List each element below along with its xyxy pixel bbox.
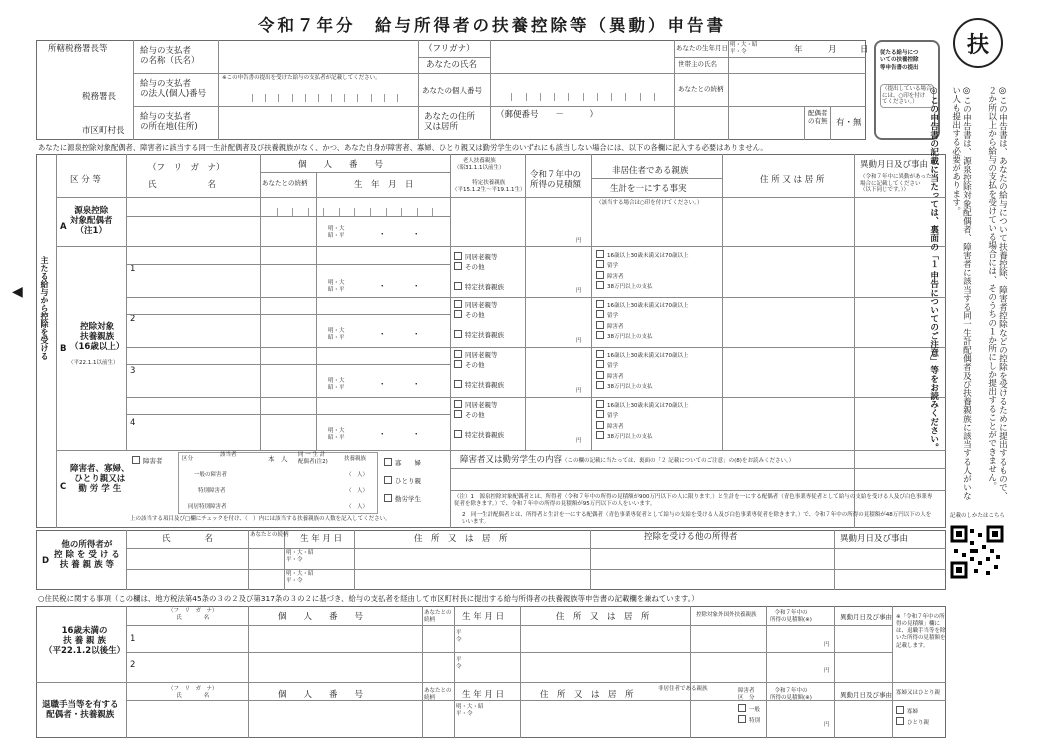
rowC-label: 障害者、寡婦、 ひとり親又は 勤 労 学 生 — [70, 464, 130, 495]
col-furigana: （フ リ ガ ナ） — [148, 163, 225, 173]
main-side-label: 主たる給与から控除を受ける — [40, 256, 49, 360]
rowA-label: 源泉控除 対象配偶者 （注1） — [70, 206, 113, 237]
col-same: 生計を一にする事実 — [610, 184, 687, 194]
rowA-letter: A — [60, 222, 67, 232]
rowA-number[interactable] — [262, 208, 448, 216]
birth-era: 明・大・昭 平・令 — [730, 42, 758, 55]
tax-office-label: 所轄税務署長等 — [48, 44, 108, 54]
col-mynumber: 個 人 番 号 — [298, 160, 384, 170]
your-number-boxes[interactable] — [498, 93, 668, 101]
householder-label: 世帯主の氏名 — [678, 60, 717, 68]
furigana-label: （フリガナ） — [424, 44, 475, 54]
retire-label: 退職手当等を有する 配偶者・扶養親族 — [42, 700, 119, 721]
main-table — [36, 154, 946, 528]
rowC-footnote: 上の該当する項目及び□欄にチェックを付け、（ ）内には該当する扶養親族の人数を記入してください。 — [130, 516, 391, 522]
col-address: 住 所 又 は 居 所 — [760, 175, 825, 185]
secondary-note: 従たる給与につ いての扶養控除 等申告書の提出 — [880, 50, 919, 71]
notice-text: あなたに源泉控除対象配偶者、障害者に該当する同一生計配偶者及び扶養親族がなく、かつ、あなた自身が障害者、寡婦、ひとり親又は勤労学生のいずれにも該当しない場合には、以下の各欄に記入する必要はありません。 — [38, 143, 768, 152]
form-title: 令和７年分 給与所得者の扶養控除等（異動）申告書 — [258, 16, 726, 35]
payer-name-label: 給与の支払者 の名称（氏名） — [140, 46, 200, 67]
your-number-label: あなたの個人番号 — [422, 86, 482, 95]
rowC-widow[interactable]: 寡 婦 — [384, 458, 421, 468]
col-change-note: （令和７年中に異動があった 場合に記載してください （以下同じです。）） — [860, 174, 932, 194]
col-name: 氏 名 — [148, 180, 217, 190]
your-name-label: あなたの氏名 — [426, 60, 478, 70]
spouse-label: 配偶者 の有無 — [808, 109, 828, 125]
secondary-sub: （提出している場合 には、○印を付け てください。） — [880, 84, 934, 108]
rowC-disabled[interactable]: 障害者 — [132, 456, 163, 466]
prev-page-arrow-icon[interactable]: ◀ — [12, 284, 23, 300]
payer-number-label: 給与の支払者 の法人(個人)番号 — [140, 79, 207, 100]
col-nonres: 非居住者である親族 — [612, 166, 689, 176]
rowA-yen: 円 — [576, 238, 582, 244]
resident-note-star: ※「令和７年中の所得の見積額」欄には、退職手当等を除いた所得の見積額を記載します。 — [896, 614, 946, 649]
note-2: 2 同一生計配偶者とは、所得者と生計を一にする配偶者（青色事業専従者として給与の支給を受ける人及び白色事業専従者を除きます。）で、令和７年中の所得の見積額が48万円以下の人をいいます。 — [462, 512, 932, 525]
month-label: 月 — [828, 45, 837, 55]
note-1: （注）1 源泉控除対象配偶者とは、所得者（令和７年中の所得の見積額が900万円以下の人に限ります。）と生計を一にする配偶者（青色事業専従者として給与の支給を受ける人及び白色事業専従者を除きます。）で、令和７年中の所得の見積額が95万円以下の人をいいます。 — [454, 494, 933, 507]
col-relation: あなたとの続柄 — [262, 179, 308, 187]
rowC-content: 障害者又は勤労学生の内容（この欄の記載に当たっては、裏面の「２ 記載についてのご注意」の(8)をお読みください。） — [460, 455, 795, 465]
year-label: 年 — [794, 45, 803, 55]
payer-number-note: ※この申告書の提出を受けた給与の支払者が記載してください。 — [222, 75, 381, 81]
payer-number-boxes[interactable] — [240, 94, 410, 102]
col-elderly: 老人扶養親族 （昭31.1.1以前生） — [454, 158, 505, 171]
side-note-3: ◎この申告書の記載に当たっては、裏面の「１ 申告についてのご注意」等をお読みください。 — [928, 86, 939, 452]
rowA-note: （該当する場合は○印を付けてください。） — [596, 200, 703, 206]
side-note-1: ◎この申告書は、あなたの給与について扶養控除、障害者控除などの控除を受けるために提出するもので、２か所以上から給与の支払を受けている場合には、そのうちの１か所にしか提出することができません。 — [986, 86, 1008, 501]
postal-label: （郵便番号 － ） — [496, 110, 599, 120]
tax-form: 令和７年分 給与所得者の扶養控除等（異動）申告書 所轄税務署長等 税務署長 市区町村長 給与の支払者 の名称（氏名） 給与の支払者 の法人(個人)番号 ※この申告書の提出を受けた給与の支払者が記載してください。 給与の支払者 の所在地(住所) （フリガナ） あなたの氏名 あなたの個人番号 あなたの住所 又は居所 （郵便番号 － ） あなたの生年月日 明・大・昭 平・令 年 月 日 世帯主の氏名 あなたとの続柄 配偶者 の有無 有・無 従たる給与につ いての扶養控除 等申告書の提出 （提出している場合 には、○印を付け てください。） あなたに源泉控除対象配偶者、障害者に該当する同一生計配偶者及び扶養親族がなく、かつ、あなた自身が障害者、寡婦、ひとり親又は勤労学生のいずれにも該当しない場合には、以下の各欄に記入する必要はありません。 主たる給与から控除を受ける 区 分 等 （フ リ ガ ナ） 氏 名 個 人 番 号 あなたとの続柄 生 年 月 日 老人扶養親族 （昭31.1.1以前生） 特定扶養親族 （平15.1.2生～平19.1.1生） 令和７年中の 所得の見積額 非居住者である親族 生計を一にする事実 住 所 又 は 居 所 異動月日及び事由 （令和７年中に異動があった 場合に記載してください （以下同じです。）） A 源泉控除 対象配偶者 （注1） （該当する場合は○印を付けてください。） 明・大 昭・平 ・ ・ 円 B 控除対象 扶養親族 （16歳以上） （平22.1.1以前生） 1 明・大 昭・平 ・ ・ 同居老親等 その他 特定扶養親族 円 16歳以上30歳未満又は70歳以上 留学 障害者 38万円以上の支払 2 明・大 昭・平 ・ ・ 同居老親等 その他 特定扶養親族 円 16歳以上30歳未満又は70歳以上 留学 障害者 38万円以上の支払 3 明・大 昭・平 ・ ・ 同居老親等 その他 特定扶養親族 円 16歳以上30歳未満又は70歳以上 留学 障害者 38万円以上の支払 4 明・大 昭・平 ・ ・ 同居老親等 その他 特定扶養親族 円 16歳以上30歳未満又は70歳以上 留学 障害者 38万円以上の支払 C 障害者、寡婦、 ひとり親又は 勤 労 学 生 障害者 区分 該当者 本 人 同 一 生 計 配偶者(注2) 扶養親族 一般の障害者 特別障害者 同居特別障害者 （ 人） （ 人） （ 人） 寡 婦 ひとり親 勤労学生 上の該当する項目及び□欄にチェックを付け、（ ）内には該当する扶養親族の人数を記入してください。 障害者又は勤労学生の内容（この欄の記載に当たっては、裏面の「２ 記載についてのご注意」の(8)をお読みください。） （注）1 源泉控除対象配偶者とは、所得者（令和７年中の所得の見積額が900万円以下の人に限ります。）と生計を一にする配偶者（青色事業専従者として給与の支給を受ける人及び白色事業専従者を除きます。）で、令和７年中の所得の見積額が95万円以下の人をいいます。 2 同一生計配偶者とは、所得者と生計を一にする配偶者（青色事業専従者として給与の支給を受ける人及び白色事業専従者を除きます。）で、令和７年中の所得の見積額が48万円以下の人をいいます。 D 他の所得者が 控 除 を 受 け る 扶 養 親 族 等 氏 名 あなたとの続柄 生 年 月 日 住 所 又 は 居 所 控除を受ける他の所得者 異動月日及び事由 明・大・昭 平・令 明・大・昭 平・令 ○住民税に関する事項（この欄は、地方税法第45条の３の２及び第317条の３の２に基づき、給与の支払者を経由して市区町村長に提出する給与所得者の扶養親族等申告書の記載欄を兼ねています。） 16歳未満の 扶 養 親 族 （平22.1.2以後生） （フ リ ガ ナ） 氏 名 個 人 番 号 あなたとの続柄 生 年 月 日 住 所 又 は 居 所 控除対象外国外扶養親族 令和７年中の 所得の見積額(※) 異動月日及び事由 ※「令和７年中の所得の見積額」欄には、退職手当等を除いた所得の見積額を記載します。 1 2 平 令 平 令 円 円 退職手当等を有する 配偶者・扶養親族 （フ リ ガ ナ） 氏 名 個 人 番 号 あなたとの続柄 生 年 月 日 住 所 又 は 居 所 非居住者である親族 令和７年中の 所得の見積額(※) 障害者 区 分 異動月日及び事由 寡婦又はひとり親 明・大・昭 平・令 円 一般 特別 寡婦 ひとり親 — [8, 0, 938, 742]
rowD-letter: D — [42, 556, 50, 566]
qr-label: 記載のしかたはこちら — [950, 513, 1006, 519]
side-note-2: ◎この申告書は、源泉控除対象配偶者、障害者に該当する同一生計配偶者及び扶養親族に該当する人がいない人も提出する必要があります。 — [950, 86, 972, 501]
birthdate-label: あなたの生年月日 — [676, 44, 728, 52]
col-kubun: 区 分 等 — [70, 175, 101, 185]
col-specific: 特定扶養親族 （平15.1.2生～平19.1.1生） — [452, 180, 526, 193]
your-address-label: あなたの住所 又は居所 — [424, 112, 476, 133]
tax-office-suffix: 税務署長 — [82, 92, 117, 102]
rowB-label: 控除対象 扶養親族 （16歳以上） — [70, 322, 125, 353]
col-income: 令和７年中の 所得の見積額 — [530, 170, 582, 191]
rowC-student[interactable]: 勤労学生 — [384, 494, 421, 504]
rowA-era: 明・大 昭・平 — [328, 226, 345, 239]
spouse-value[interactable]: 有・無 — [836, 118, 862, 128]
under16-label: 16歳未満の 扶 養 親 族 （平22.1.2以後生） — [44, 626, 126, 657]
col-change: 異動月日及び事由 — [860, 160, 929, 170]
day-label: 日 — [860, 45, 869, 55]
city-suffix: 市区町村長 — [82, 126, 125, 136]
rowA-dots: ・ ・ — [378, 230, 421, 240]
rowB-sub: （平22.1.1以前生） — [68, 360, 119, 366]
rowD-label: 他の所得者が 控 除 を 受 け る 扶 養 親 族 等 — [54, 540, 120, 571]
rowC-single[interactable]: ひとり親 — [384, 476, 421, 486]
payer-address-label: 給与の支払者 の所在地(住所) — [140, 112, 198, 133]
fu-circle-badge: 扶 — [953, 18, 1003, 68]
relation-label: あなたとの続柄 — [678, 85, 724, 93]
col-birth: 生 年 月 日 — [354, 180, 414, 190]
qr-code-icon[interactable] — [950, 525, 1004, 579]
rowC-letter: C — [60, 482, 67, 492]
resident-header: ○住民税に関する事項（この欄は、地方税法第45条の３の２及び第317条の３の２に基づき、給与の支払者を経由して市区町村長に提出する給与所得者の扶養親族等申告書の記載欄を兼ねています。） — [38, 594, 699, 603]
rowB-letter: B — [60, 344, 67, 354]
